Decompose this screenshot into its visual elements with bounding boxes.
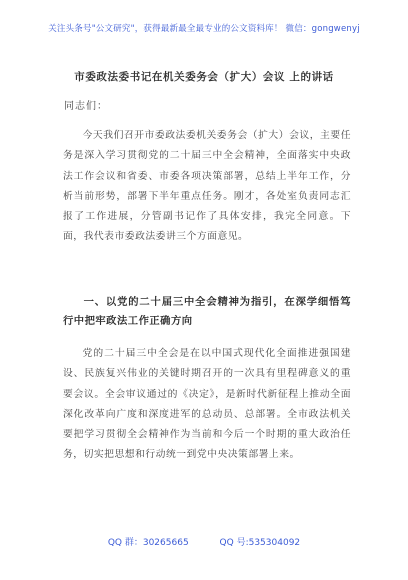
header-banner: 关注头条号"公文研究"，获得最新最全最专业的公文资料库！ 微信：gongwenyj (48, 24, 360, 34)
footer-contact (0, 535, 408, 548)
paragraph-intro: 今天我们召开市委政法委机关委务会（扩大）会议，主要任务是深入学习贯彻党的二十届三中全会精神，全面落实中央政法工作会议和省委、市委各项决策部署，总结上半年工作，分析当前形势，部署下半年重点任务。刚才，各处室负责同志汇报了工作进展，分管副书记作了具体安排，我完全同意。下面，我代表市委政法委讲三个方面意见。 (63, 130, 351, 243)
footer-qq-number: QQ 号:535304092 (219, 538, 301, 548)
section-heading-1: 一、以党的二十届三中全会精神为指引，在深学细悟笃行中把牢政法工作正确方向 (63, 296, 351, 327)
document-title: 市委政法委书记在机关委务会（扩大）会议 上的讲话 (74, 71, 334, 83)
salutation: 同志们： (64, 101, 108, 112)
footer-qq-group: QQ 群：30265665 (107, 538, 189, 548)
paragraph-section-1: 党的二十届三中全会是在以中国式现代化全面推进强国建设、民族复兴伟业的关键时期召开的一次具有里程碑意义的重要会议。全会审议通过的《决定》，是新时代新征程上推动全面深化改革向广度和深度进军的总动员、总部署。全市政法机关要把学习贯彻全会精神作为当前和今后一个时期的重大政治任务，切实把思想和行动统一到党中央决策部署上来。 (63, 348, 351, 461)
